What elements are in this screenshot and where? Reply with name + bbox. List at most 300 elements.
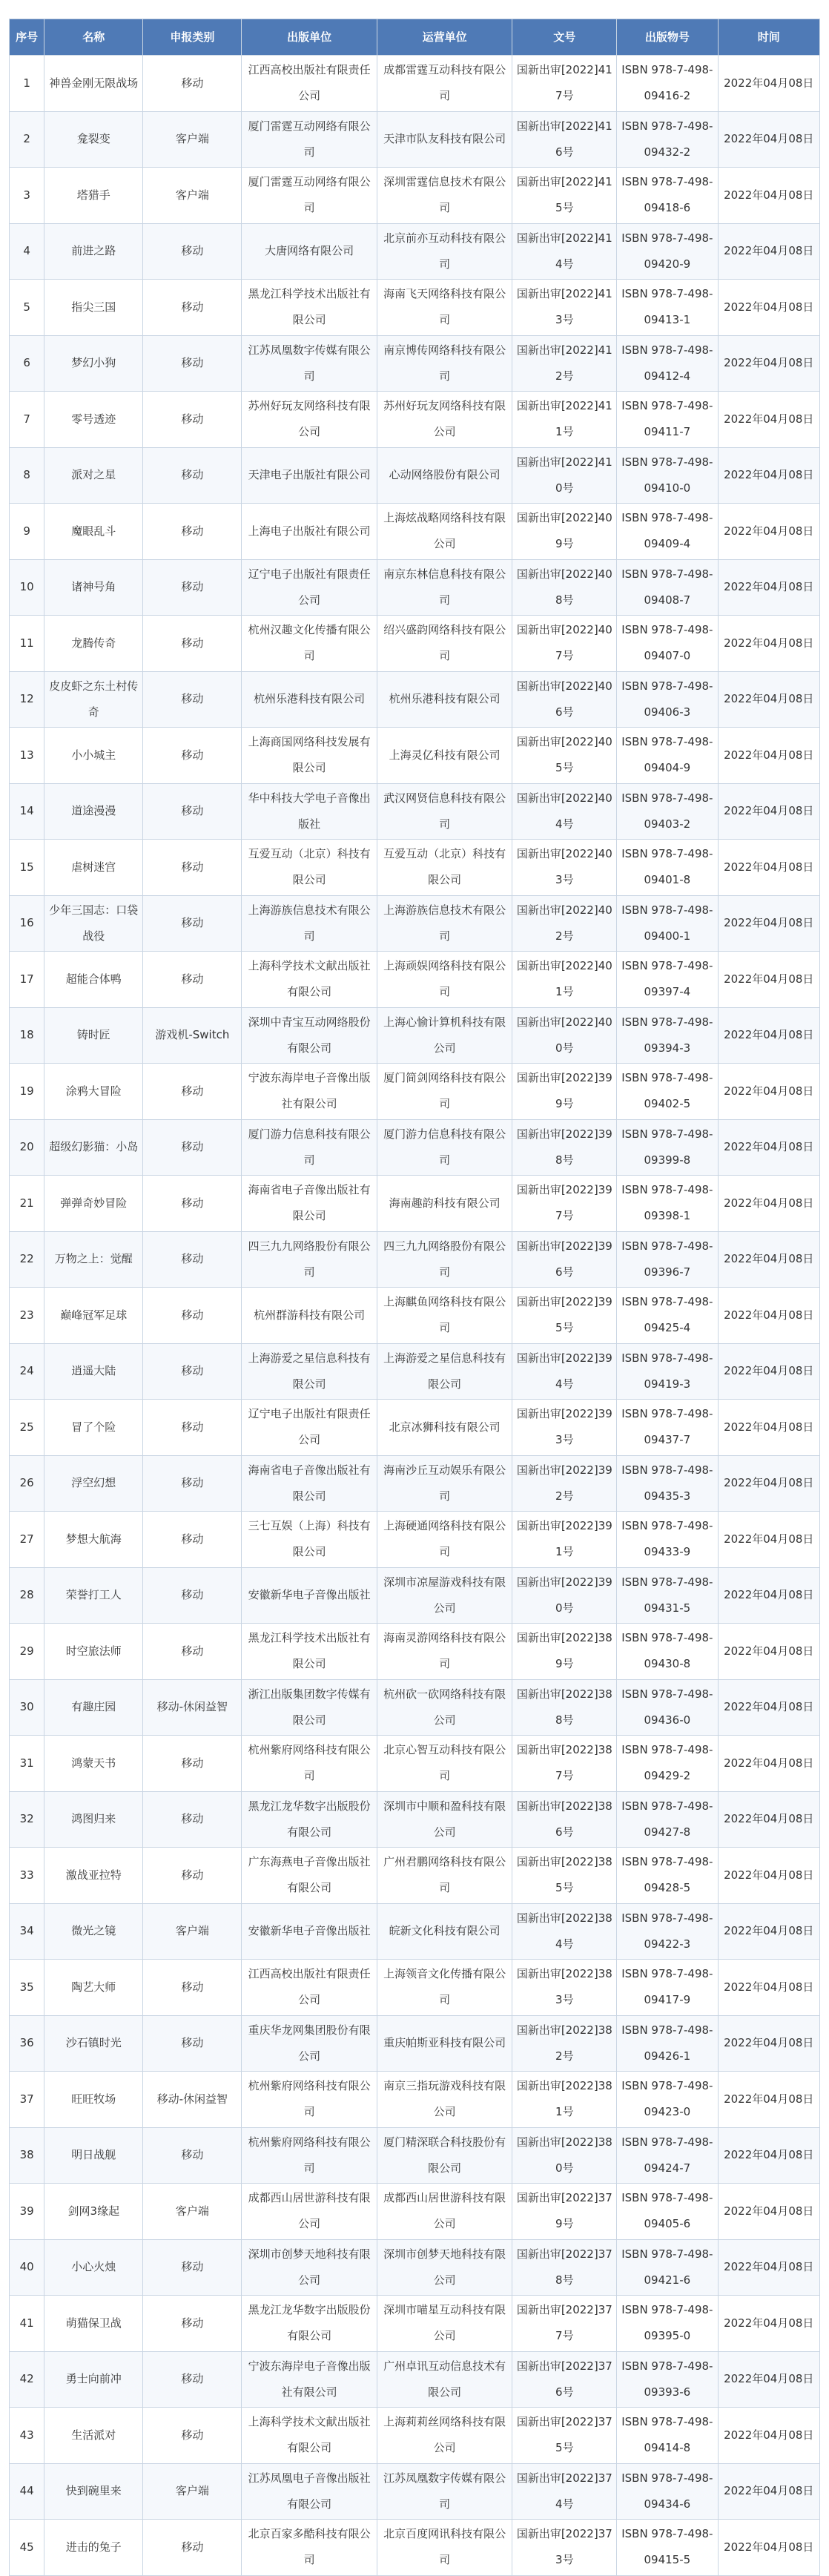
table-row xyxy=(10,2296,820,2352)
cell-date: 2022年04月08日 xyxy=(718,728,819,784)
header-operator: 运营单位 xyxy=(377,19,512,56)
cell-publisher: 海南省电子音像出版社有限公司 xyxy=(242,1455,377,1512)
header-isbn: 出版物号 xyxy=(617,19,718,56)
table-row xyxy=(10,1791,820,1848)
cell-category: 移动-休闲益智 xyxy=(143,2072,242,2128)
cell-index: 33 xyxy=(10,1848,44,1904)
cell-name: 巅峰冠军足球 xyxy=(44,1288,143,1344)
cell-operator: 北京心智互动科技有限公司 xyxy=(377,1736,512,1792)
cell-doc-no: 国新出审[2022]410号 xyxy=(512,447,617,504)
cell-operator: 绍兴盛韵网络科技有限公司 xyxy=(377,616,512,672)
cell-doc-no: 国新出审[2022]409号 xyxy=(512,504,617,560)
cell-date: 2022年04月08日 xyxy=(718,1679,819,1736)
cell-publisher: 厦门游力信息科技有限公司 xyxy=(242,1119,377,1176)
cell-date: 2022年04月08日 xyxy=(718,895,819,952)
cell-name: 道途漫漫 xyxy=(44,783,143,840)
cell-category: 移动 xyxy=(143,392,242,448)
cell-category: 移动 xyxy=(143,2351,242,2408)
table-row xyxy=(10,1455,820,1512)
cell-operator: 上海麒鱼网络科技有限公司 xyxy=(377,1288,512,1344)
cell-publisher: 成都西山居世游科技有限公司 xyxy=(242,2184,377,2240)
cell-category: 移动 xyxy=(143,1400,242,1456)
table-header-row xyxy=(10,19,820,56)
cell-date: 2022年04月08日 xyxy=(718,111,819,168)
table-row xyxy=(10,1736,820,1792)
cell-doc-no: 国新出审[2022]396号 xyxy=(512,1231,617,1288)
cell-doc-no: 国新出审[2022]374号 xyxy=(512,2463,617,2520)
cell-doc-no: 国新出审[2022]402号 xyxy=(512,895,617,952)
cell-isbn: ISBN 978-7-498-09426-1 xyxy=(617,2015,718,2072)
cell-doc-no: 国新出审[2022]405号 xyxy=(512,728,617,784)
cell-date: 2022年04月08日 xyxy=(718,56,819,112)
approval-table-container xyxy=(9,19,820,2576)
cell-index: 2 xyxy=(10,111,44,168)
cell-date: 2022年04月08日 xyxy=(718,2351,819,2408)
cell-doc-no: 国新出审[2022]389号 xyxy=(512,1624,617,1680)
cell-index: 36 xyxy=(10,2015,44,2072)
cell-date: 2022年04月08日 xyxy=(718,616,819,672)
cell-name: 进击的兔子 xyxy=(44,2520,143,2576)
cell-operator: 皖新文化科技有限公司 xyxy=(377,1903,512,1960)
cell-operator: 天津市队友科技有限公司 xyxy=(377,111,512,168)
cell-index: 26 xyxy=(10,1455,44,1512)
cell-date: 2022年04月08日 xyxy=(718,2184,819,2240)
cell-index: 11 xyxy=(10,616,44,672)
cell-doc-no: 国新出审[2022]394号 xyxy=(512,1343,617,1400)
cell-date: 2022年04月08日 xyxy=(718,2127,819,2184)
cell-operator: 重庆帕斯亚科技有限公司 xyxy=(377,2015,512,2072)
cell-index: 42 xyxy=(10,2351,44,2408)
table-row xyxy=(10,1231,820,1288)
table-row xyxy=(10,1343,820,1400)
cell-category: 移动 xyxy=(143,280,242,336)
cell-doc-no: 国新出审[2022]390号 xyxy=(512,1567,617,1624)
cell-isbn: ISBN 978-7-498-09416-2 xyxy=(617,56,718,112)
cell-index: 16 xyxy=(10,895,44,952)
cell-doc-no: 国新出审[2022]387号 xyxy=(512,1736,617,1792)
cell-operator: 成都雷霆互动科技有限公司 xyxy=(377,56,512,112)
cell-publisher: 黑龙江龙华数字出版股份有限公司 xyxy=(242,1791,377,1848)
cell-category: 客户端 xyxy=(143,2184,242,2240)
cell-name: 微光之镜 xyxy=(44,1903,143,1960)
cell-date: 2022年04月08日 xyxy=(718,168,819,224)
cell-isbn: ISBN 978-7-498-09402-5 xyxy=(617,1064,718,1120)
cell-index: 23 xyxy=(10,1288,44,1344)
cell-isbn: ISBN 978-7-498-09404-9 xyxy=(617,728,718,784)
cell-isbn: ISBN 978-7-498-09436-0 xyxy=(617,1679,718,1736)
cell-publisher: 辽宁电子出版社有限责任公司 xyxy=(242,1400,377,1456)
cell-date: 2022年04月08日 xyxy=(718,1736,819,1792)
header-date: 时间 xyxy=(718,19,819,56)
cell-index: 31 xyxy=(10,1736,44,1792)
cell-isbn: ISBN 978-7-498-09432-2 xyxy=(617,111,718,168)
cell-index: 30 xyxy=(10,1679,44,1736)
cell-doc-no: 国新出审[2022]378号 xyxy=(512,2239,617,2296)
table-row xyxy=(10,2127,820,2184)
table-row xyxy=(10,2072,820,2128)
cell-operator: 南京博传网络科技有限公司 xyxy=(377,335,512,392)
cell-publisher: 浙江出版集团数字传媒有限公司 xyxy=(242,1679,377,1736)
cell-publisher: 杭州紫府网络科技有限公司 xyxy=(242,2072,377,2128)
table-row xyxy=(10,895,820,952)
cell-date: 2022年04月08日 xyxy=(718,840,819,896)
table-row xyxy=(10,56,820,112)
cell-doc-no: 国新出审[2022]381号 xyxy=(512,2072,617,2128)
cell-isbn: ISBN 978-7-498-09394-3 xyxy=(617,1007,718,1064)
cell-index: 43 xyxy=(10,2408,44,2464)
cell-index: 45 xyxy=(10,2520,44,2576)
cell-name: 梦想大航海 xyxy=(44,1512,143,1568)
cell-date: 2022年04月08日 xyxy=(718,1343,819,1400)
cell-category: 移动 xyxy=(143,728,242,784)
cell-date: 2022年04月08日 xyxy=(718,504,819,560)
cell-doc-no: 国新出审[2022]416号 xyxy=(512,111,617,168)
cell-name: 铸时匠 xyxy=(44,1007,143,1064)
cell-category: 移动 xyxy=(143,952,242,1008)
cell-index: 41 xyxy=(10,2296,44,2352)
header-index: 序号 xyxy=(10,19,44,56)
header-doc-no: 文号 xyxy=(512,19,617,56)
cell-name: 皮皮虾之东土村传奇 xyxy=(44,671,143,728)
cell-name: 明日战舰 xyxy=(44,2127,143,2184)
cell-doc-no: 国新出审[2022]393号 xyxy=(512,1400,617,1456)
cell-category: 移动 xyxy=(143,1455,242,1512)
cell-name: 虐树迷宫 xyxy=(44,840,143,896)
table-row xyxy=(10,671,820,728)
table-row xyxy=(10,952,820,1008)
cell-date: 2022年04月08日 xyxy=(718,1848,819,1904)
cell-publisher: 上海科学技术文献出版社有限公司 xyxy=(242,952,377,1008)
cell-category: 移动 xyxy=(143,1567,242,1624)
cell-publisher: 江苏凤凰电子音像出版社有限公司 xyxy=(242,2463,377,2520)
cell-publisher: 深圳中青宝互动网络股份有限公司 xyxy=(242,1007,377,1064)
cell-date: 2022年04月08日 xyxy=(718,1567,819,1624)
cell-index: 1 xyxy=(10,56,44,112)
cell-date: 2022年04月08日 xyxy=(718,2408,819,2464)
cell-operator: 上海灵亿科技有限公司 xyxy=(377,728,512,784)
cell-name: 陶艺大师 xyxy=(44,1960,143,2016)
cell-publisher: 黑龙江龙华数字出版股份有限公司 xyxy=(242,2296,377,2352)
cell-date: 2022年04月08日 xyxy=(718,447,819,504)
table-row xyxy=(10,2408,820,2464)
cell-name: 荣誉打工人 xyxy=(44,1567,143,1624)
cell-name: 激战亚拉特 xyxy=(44,1848,143,1904)
cell-category: 移动 xyxy=(143,2296,242,2352)
cell-index: 20 xyxy=(10,1119,44,1176)
cell-index: 28 xyxy=(10,1567,44,1624)
cell-name: 指尖三国 xyxy=(44,280,143,336)
cell-name: 有趣庄园 xyxy=(44,1679,143,1736)
cell-name: 超级幻影猫：小岛 xyxy=(44,1119,143,1176)
cell-operator: 深圳市创梦天地科技有限公司 xyxy=(377,2239,512,2296)
cell-publisher: 重庆华龙网集团股份有限公司 xyxy=(242,2015,377,2072)
cell-category: 移动 xyxy=(143,2015,242,2072)
cell-date: 2022年04月08日 xyxy=(718,1007,819,1064)
cell-operator: 北京冰狮科技有限公司 xyxy=(377,1400,512,1456)
cell-doc-no: 国新出审[2022]411号 xyxy=(512,392,617,448)
cell-index: 12 xyxy=(10,671,44,728)
cell-publisher: 华中科技大学电子音像出版社 xyxy=(242,783,377,840)
table-row xyxy=(10,559,820,616)
cell-operator: 海南飞天网络科技有限公司 xyxy=(377,280,512,336)
cell-name: 冒了个险 xyxy=(44,1400,143,1456)
cell-doc-no: 国新出审[2022]412号 xyxy=(512,335,617,392)
cell-isbn: ISBN 978-7-498-09408-7 xyxy=(617,559,718,616)
cell-category: 移动 xyxy=(143,559,242,616)
cell-operator: 杭州乐港科技有限公司 xyxy=(377,671,512,728)
table-row xyxy=(10,447,820,504)
cell-date: 2022年04月08日 xyxy=(718,559,819,616)
cell-index: 8 xyxy=(10,447,44,504)
table-row xyxy=(10,2239,820,2296)
cell-operator: 上海硬通网络科技有限公司 xyxy=(377,1512,512,1568)
cell-category: 移动 xyxy=(143,1624,242,1680)
cell-category: 移动 xyxy=(143,840,242,896)
cell-index: 4 xyxy=(10,223,44,280)
cell-index: 35 xyxy=(10,1960,44,2016)
cell-date: 2022年04月08日 xyxy=(718,952,819,1008)
cell-index: 15 xyxy=(10,840,44,896)
cell-isbn: ISBN 978-7-498-09429-2 xyxy=(617,1736,718,1792)
cell-isbn: ISBN 978-7-498-09431-5 xyxy=(617,1567,718,1624)
cell-isbn: ISBN 978-7-498-09398-1 xyxy=(617,1176,718,1232)
cell-name: 浮空幻想 xyxy=(44,1455,143,1512)
cell-publisher: 上海科学技术文献出版社有限公司 xyxy=(242,2408,377,2464)
cell-isbn: ISBN 978-7-498-09412-4 xyxy=(617,335,718,392)
cell-index: 25 xyxy=(10,1400,44,1456)
table-row xyxy=(10,1512,820,1568)
cell-operator: 厦门精深联合科技股份有限公司 xyxy=(377,2127,512,2184)
table-row xyxy=(10,392,820,448)
cell-date: 2022年04月08日 xyxy=(718,1960,819,2016)
table-row xyxy=(10,2351,820,2408)
cell-isbn: ISBN 978-7-498-09417-9 xyxy=(617,1960,718,2016)
cell-isbn: ISBN 978-7-498-09433-9 xyxy=(617,1512,718,1568)
cell-publisher: 互爱互动（北京）科技有限公司 xyxy=(242,840,377,896)
cell-name: 魔眼乱斗 xyxy=(44,504,143,560)
cell-index: 5 xyxy=(10,280,44,336)
cell-index: 37 xyxy=(10,2072,44,2128)
cell-publisher: 厦门雷霆互动网络有限公司 xyxy=(242,168,377,224)
header-publisher: 出版单位 xyxy=(242,19,377,56)
cell-operator: 上海游爱之星信息科技有限公司 xyxy=(377,1343,512,1400)
cell-category: 移动 xyxy=(143,783,242,840)
cell-operator: 上海莉莉丝网络科技有限公司 xyxy=(377,2408,512,2464)
cell-operator: 上海顽娱网络科技有限公司 xyxy=(377,952,512,1008)
cell-index: 7 xyxy=(10,392,44,448)
cell-category: 移动 xyxy=(143,56,242,112)
cell-isbn: ISBN 978-7-498-09415-5 xyxy=(617,2520,718,2576)
cell-isbn: ISBN 978-7-498-09430-8 xyxy=(617,1624,718,1680)
cell-publisher: 江西高校出版社有限责任公司 xyxy=(242,56,377,112)
cell-publisher: 黑龙江科学技术出版社有限公司 xyxy=(242,1624,377,1680)
table-row xyxy=(10,616,820,672)
cell-operator: 厦门简剑网络科技有限公司 xyxy=(377,1064,512,1120)
cell-doc-no: 国新出审[2022]386号 xyxy=(512,1791,617,1848)
cell-doc-no: 国新出审[2022]376号 xyxy=(512,2351,617,2408)
cell-isbn: ISBN 978-7-498-09419-3 xyxy=(617,1343,718,1400)
cell-name: 沙石镇时光 xyxy=(44,2015,143,2072)
cell-category: 移动 xyxy=(143,2520,242,2576)
cell-publisher: 杭州紫府网络科技有限公司 xyxy=(242,2127,377,2184)
cell-publisher: 黑龙江科学技术出版社有限公司 xyxy=(242,280,377,336)
cell-doc-no: 国新出审[2022]384号 xyxy=(512,1903,617,1960)
cell-operator: 海南趣韵科技有限公司 xyxy=(377,1176,512,1232)
table-row xyxy=(10,840,820,896)
table-row xyxy=(10,1960,820,2016)
cell-publisher: 安徽新华电子音像出版社 xyxy=(242,1903,377,1960)
cell-index: 10 xyxy=(10,559,44,616)
table-row xyxy=(10,783,820,840)
table-row xyxy=(10,1400,820,1456)
cell-doc-no: 国新出审[2022]373号 xyxy=(512,2520,617,2576)
cell-operator: 上海领音文化传播有限公司 xyxy=(377,1960,512,2016)
cell-operator: 广州君鹏网络科技有限公司 xyxy=(377,1848,512,1904)
cell-isbn: ISBN 978-7-498-09403-2 xyxy=(617,783,718,840)
cell-doc-no: 国新出审[2022]408号 xyxy=(512,559,617,616)
cell-publisher: 杭州紫府网络科技有限公司 xyxy=(242,1736,377,1792)
cell-isbn: ISBN 978-7-498-09407-0 xyxy=(617,616,718,672)
cell-operator: 海南灵游网络科技有限公司 xyxy=(377,1624,512,1680)
cell-isbn: ISBN 978-7-498-09406-3 xyxy=(617,671,718,728)
table-row xyxy=(10,2184,820,2240)
table-row xyxy=(10,1119,820,1176)
cell-isbn: ISBN 978-7-498-09435-3 xyxy=(617,1455,718,1512)
table-row xyxy=(10,1007,820,1064)
cell-index: 9 xyxy=(10,504,44,560)
cell-operator: 北京前亦互动科技有限公司 xyxy=(377,223,512,280)
cell-category: 移动 xyxy=(143,1176,242,1232)
table-row xyxy=(10,1064,820,1120)
cell-publisher: 江西高校出版社有限责任公司 xyxy=(242,1960,377,2016)
cell-name: 派对之星 xyxy=(44,447,143,504)
cell-date: 2022年04月08日 xyxy=(718,1455,819,1512)
approval-table xyxy=(9,19,820,2576)
cell-operator: 深圳市中顺和盈科技有限公司 xyxy=(377,1791,512,1848)
cell-doc-no: 国新出审[2022]413号 xyxy=(512,280,617,336)
cell-doc-no: 国新出审[2022]404号 xyxy=(512,783,617,840)
cell-index: 34 xyxy=(10,1903,44,1960)
cell-isbn: ISBN 978-7-498-09420-9 xyxy=(617,223,718,280)
cell-date: 2022年04月08日 xyxy=(718,1176,819,1232)
cell-publisher: 杭州汉趣文化传播有限公司 xyxy=(242,616,377,672)
cell-category: 客户端 xyxy=(143,2463,242,2520)
cell-doc-no: 国新出审[2022]397号 xyxy=(512,1176,617,1232)
cell-name: 旺旺牧场 xyxy=(44,2072,143,2128)
cell-category: 移动 xyxy=(143,1736,242,1792)
cell-doc-no: 国新出审[2022]417号 xyxy=(512,56,617,112)
cell-isbn: ISBN 978-7-498-09410-0 xyxy=(617,447,718,504)
cell-name: 超能合体鸭 xyxy=(44,952,143,1008)
cell-publisher: 辽宁电子出版社有限责任公司 xyxy=(242,559,377,616)
cell-name: 小心火烛 xyxy=(44,2239,143,2296)
table-row xyxy=(10,2015,820,2072)
cell-name: 龙腾传奇 xyxy=(44,616,143,672)
cell-doc-no: 国新出审[2022]391号 xyxy=(512,1512,617,1568)
cell-date: 2022年04月08日 xyxy=(718,1791,819,1848)
cell-date: 2022年04月08日 xyxy=(718,2520,819,2576)
cell-index: 32 xyxy=(10,1791,44,1848)
cell-name: 梦幻小狗 xyxy=(44,335,143,392)
cell-category: 移动 xyxy=(143,2239,242,2296)
cell-date: 2022年04月08日 xyxy=(718,671,819,728)
cell-index: 14 xyxy=(10,783,44,840)
cell-isbn: ISBN 978-7-498-09423-0 xyxy=(617,2072,718,2128)
cell-isbn: ISBN 978-7-498-09414-8 xyxy=(617,2408,718,2464)
cell-index: 3 xyxy=(10,168,44,224)
cell-name: 诸神号角 xyxy=(44,559,143,616)
cell-index: 29 xyxy=(10,1624,44,1680)
cell-operator: 苏州好玩友网络科技有限公司 xyxy=(377,392,512,448)
cell-category: 移动 xyxy=(143,1231,242,1288)
cell-name: 弹弹奇妙冒险 xyxy=(44,1176,143,1232)
cell-operator: 南京东林信息科技有限公司 xyxy=(377,559,512,616)
cell-publisher: 广东海燕电子音像出版社有限公司 xyxy=(242,1848,377,1904)
cell-date: 2022年04月08日 xyxy=(718,1288,819,1344)
cell-name: 鸿蒙天书 xyxy=(44,1736,143,1792)
table-row xyxy=(10,1903,820,1960)
cell-isbn: ISBN 978-7-498-09413-1 xyxy=(617,280,718,336)
cell-name: 逍遥大陆 xyxy=(44,1343,143,1400)
cell-operator: 心动网络股份有限公司 xyxy=(377,447,512,504)
cell-category: 移动 xyxy=(143,1288,242,1344)
cell-category: 移动 xyxy=(143,1848,242,1904)
cell-category: 移动 xyxy=(143,895,242,952)
cell-isbn: ISBN 978-7-498-09428-5 xyxy=(617,1848,718,1904)
cell-name: 生活派对 xyxy=(44,2408,143,2464)
table-row xyxy=(10,1679,820,1736)
cell-doc-no: 国新出审[2022]399号 xyxy=(512,1064,617,1120)
cell-name: 前进之路 xyxy=(44,223,143,280)
cell-publisher: 大唐网络有限公司 xyxy=(242,223,377,280)
cell-operator: 上海心愉计算机科技有限公司 xyxy=(377,1007,512,1064)
cell-operator: 成都西山居世游科技有限公司 xyxy=(377,2184,512,2240)
table-row xyxy=(10,2463,820,2520)
cell-index: 22 xyxy=(10,1231,44,1288)
cell-category: 移动 xyxy=(143,223,242,280)
cell-publisher: 四三九九网络股份有限公司 xyxy=(242,1231,377,1288)
cell-doc-no: 国新出审[2022]380号 xyxy=(512,2127,617,2184)
cell-doc-no: 国新出审[2022]401号 xyxy=(512,952,617,1008)
cell-operator: 厦门游力信息科技有限公司 xyxy=(377,1119,512,1176)
cell-isbn: ISBN 978-7-498-09418-6 xyxy=(617,168,718,224)
cell-index: 27 xyxy=(10,1512,44,1568)
cell-category: 移动 xyxy=(143,1791,242,1848)
cell-publisher: 厦门雷霆互动网络有限公司 xyxy=(242,111,377,168)
cell-operator: 四三九九网络股份有限公司 xyxy=(377,1231,512,1288)
cell-date: 2022年04月08日 xyxy=(718,2296,819,2352)
cell-index: 6 xyxy=(10,335,44,392)
cell-doc-no: 国新出审[2022]379号 xyxy=(512,2184,617,2240)
cell-isbn: ISBN 978-7-498-09422-3 xyxy=(617,1903,718,1960)
table-row xyxy=(10,1288,820,1344)
cell-index: 39 xyxy=(10,2184,44,2240)
cell-operator: 南京三指玩游戏科技有限公司 xyxy=(377,2072,512,2128)
table-row xyxy=(10,1624,820,1680)
cell-name: 涂鸦大冒险 xyxy=(44,1064,143,1120)
cell-name: 少年三国志：口袋战役 xyxy=(44,895,143,952)
cell-isbn: ISBN 978-7-498-09421-6 xyxy=(617,2239,718,2296)
cell-publisher: 上海游族信息技术有限公司 xyxy=(242,895,377,952)
cell-index: 24 xyxy=(10,1343,44,1400)
cell-doc-no: 国新出审[2022]400号 xyxy=(512,1007,617,1064)
cell-isbn: ISBN 978-7-498-09401-8 xyxy=(617,840,718,896)
cell-index: 19 xyxy=(10,1064,44,1120)
table-row xyxy=(10,223,820,280)
table-row xyxy=(10,280,820,336)
table-row xyxy=(10,111,820,168)
cell-category: 移动 xyxy=(143,671,242,728)
